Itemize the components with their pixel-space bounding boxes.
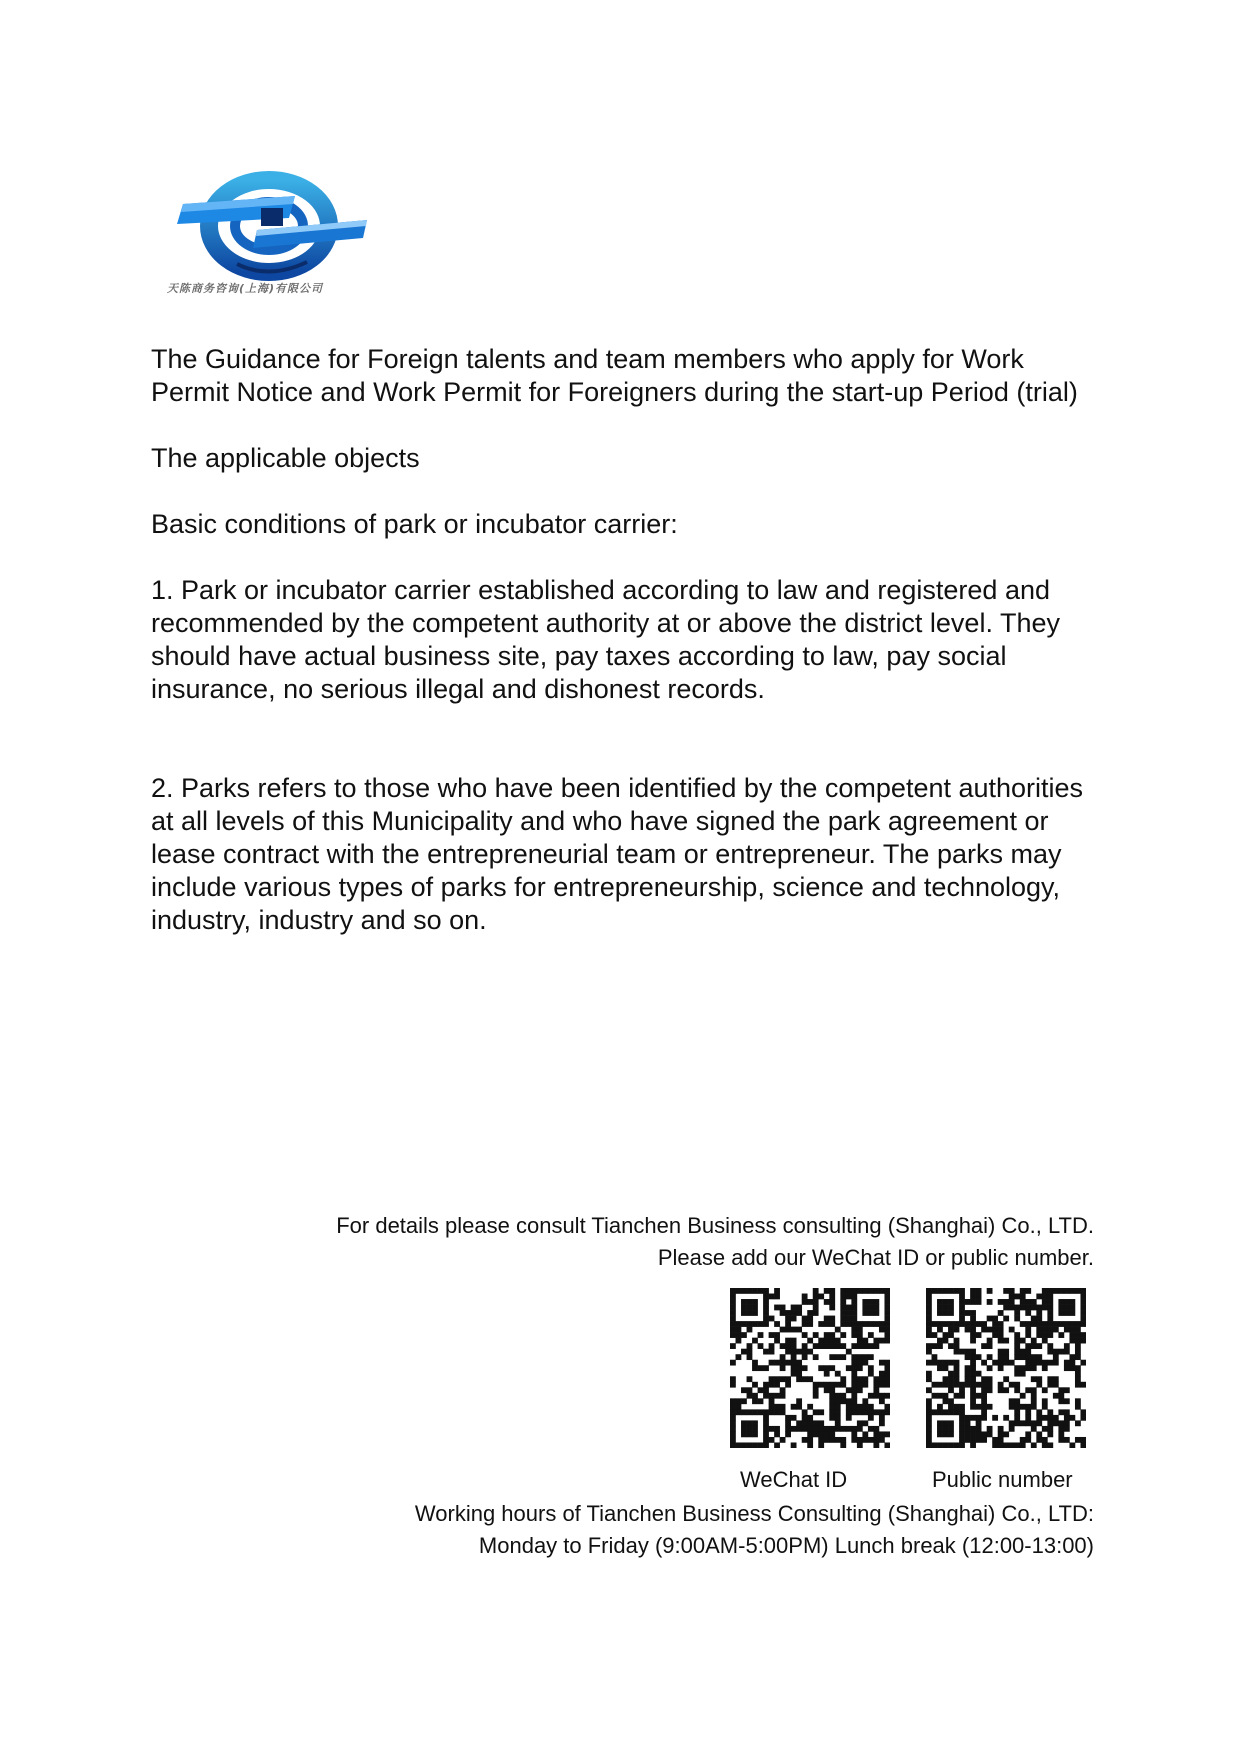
public-number-qr: [926, 1288, 1086, 1448]
document-title: The Guidance for Foreign talents and team members who apply for Work Permit Notice and Work Permit for Foreigners during the start-up Period (trial): [151, 344, 1078, 407]
tianchen-logo-icon: [177, 168, 373, 286]
wechat-id-label: WeChat ID: [740, 1467, 848, 1492]
wechat-id-qr-icon: [730, 1288, 890, 1448]
working-hours-line: Working hours of Tianchen Business Consulting (Shanghai) Co., LTD:: [414, 1501, 1094, 1526]
document-body: [151, 343, 1101, 937]
public-number-qr-icon: [926, 1288, 1086, 1448]
condition-item-1: 1. Park or incubator carrier established according to law and registered and recommended by the competent authority at or above the district level. They should have actual business site, pay taxes according to law, pay social insurance, no serious illegal and dishonest records.: [151, 575, 1060, 704]
public-number-label: Public number: [932, 1467, 1073, 1492]
wechat-id-qr: [730, 1288, 890, 1448]
applicable-objects-heading: The applicable objects: [151, 443, 420, 473]
consult-line: For details please consult Tianchen Business consulting (Shanghai) Co., LTD.: [336, 1213, 1094, 1238]
add-wechat-line: Please add our WeChat ID or public number.: [657, 1245, 1094, 1270]
condition-item-2: 2. Parks refers to those who have been identified by the competent authorities at all levels of this Municipality and who have signed the park agreement or lease contract with the entrepreneurial team or entrepreneur. The parks may include various types of parks for entrepreneurship, science and technology, industry, industry and so on.: [151, 773, 1084, 935]
basic-conditions-heading: Basic conditions of park or incubator carrier:: [151, 509, 678, 539]
company-logo: [165, 168, 380, 303]
logo-caption: 天陈商务咨询(上海)有限公司: [167, 282, 324, 295]
schedule-line: Monday to Friday (9:00AM-5:00PM) Lunch break (12:00-13:00): [478, 1533, 1094, 1558]
